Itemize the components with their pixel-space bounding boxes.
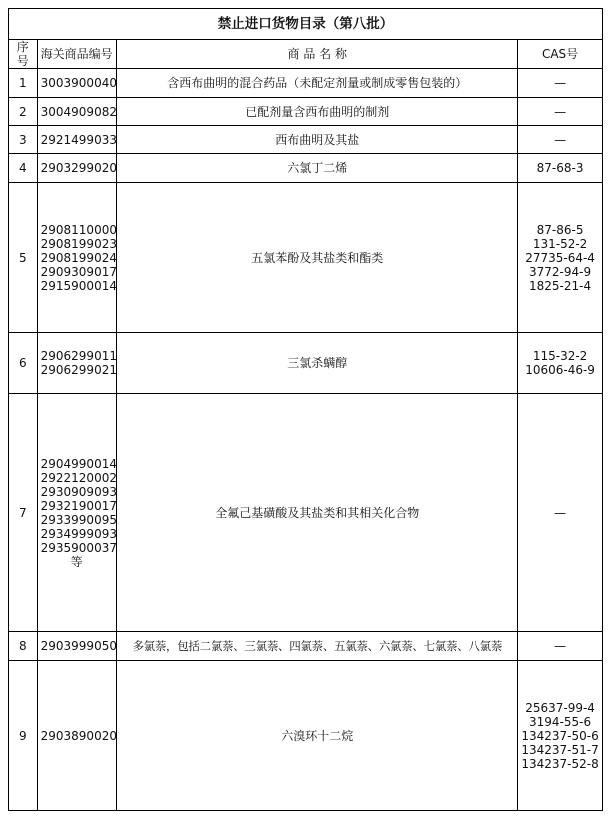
product-name: 六溴环十二烷 <box>117 661 518 811</box>
table-title: 禁止进口货物目录（第八批） <box>9 9 603 40</box>
cas-number: 115-32-2 <box>532 349 588 363</box>
table-row <box>9 154 603 183</box>
customs-code-cell <box>37 661 117 811</box>
cas-number: 131-52-2 <box>532 236 588 251</box>
product-name: 三氯杀螨醇 <box>117 333 518 394</box>
row-index: 8 <box>9 632 38 661</box>
cas-number: 3772-94-9 <box>529 264 592 279</box>
customs-code-suffix: 等 <box>70 554 83 569</box>
customs-code: 2933990095 <box>40 512 117 527</box>
cas-number: — <box>554 639 567 653</box>
header-index: 序号 <box>9 40 38 69</box>
table-row <box>9 632 603 661</box>
cas-number-cell <box>518 632 603 661</box>
row-index: 1 <box>9 69 38 98</box>
product-name: 五氯苯酚及其盐类和酯类 <box>117 183 518 333</box>
product-name: 六氯丁二烯 <box>117 154 518 183</box>
row-index: 5 <box>9 183 38 333</box>
customs-code: 2930909093 <box>40 484 117 499</box>
customs-code: 2903890020 <box>40 728 117 743</box>
customs-code: 3004909082 <box>40 104 117 119</box>
table-row <box>9 69 603 98</box>
customs-code: 2906299011 <box>40 349 117 363</box>
customs-code: 2921499033 <box>40 132 117 147</box>
customs-code: 2922120002 <box>40 470 117 485</box>
customs-code-cell <box>37 632 117 661</box>
customs-code: 2906299021 <box>40 363 117 377</box>
customs-code: 2934999093 <box>40 526 117 541</box>
cas-number: — <box>554 76 567 90</box>
cas-number: — <box>554 505 567 520</box>
customs-code: 2903999050 <box>40 639 117 653</box>
cas-number: 10606-46-9 <box>525 363 595 377</box>
customs-code: 2903299020 <box>40 161 117 175</box>
product-name: 已配剂量含西布曲明的制剂 <box>117 98 518 126</box>
row-index: 4 <box>9 154 38 183</box>
cas-number: 134237-50-6 <box>521 728 599 743</box>
customs-code: 2909309017 <box>40 264 117 279</box>
cas-number-cell <box>518 661 603 811</box>
cas-number-cell <box>518 183 603 333</box>
cas-number-cell <box>518 69 603 98</box>
table-row <box>9 661 603 811</box>
header-customs-code: 海关商品编号 <box>37 40 117 69</box>
prohibited-import-goods-table <box>8 8 603 811</box>
cas-number: 134237-52-8 <box>521 756 599 771</box>
customs-code: 2904990014 <box>40 456 117 471</box>
customs-code: 3003900040 <box>40 76 117 90</box>
customs-code: 2935900037 <box>40 540 117 555</box>
row-index: 3 <box>9 126 38 154</box>
customs-code-cell <box>37 394 117 632</box>
cas-number-cell <box>518 98 603 126</box>
cas-number: 27735-64-4 <box>525 250 595 265</box>
product-name: 多氯萘，包括二氯萘、三氯萘、四氯萘、五氯萘、六氯萘、七氯萘、八氯萘 <box>117 632 518 661</box>
customs-code: 2908110000 <box>40 222 117 237</box>
customs-code-cell <box>37 154 117 183</box>
row-index: 7 <box>9 394 38 632</box>
cas-number-cell <box>518 126 603 154</box>
customs-code-cell <box>37 333 117 394</box>
customs-code-cell <box>37 183 117 333</box>
table-row <box>9 394 603 632</box>
product-name: 含西布曲明的混合药品（未配定剂量或制成零售包装的） <box>117 69 518 98</box>
cas-number: 87-68-3 <box>536 161 584 175</box>
table-row <box>9 333 603 394</box>
cas-number-cell <box>518 333 603 394</box>
table-row <box>9 183 603 333</box>
customs-code: 2908199024 <box>40 250 117 265</box>
cas-number: 25637-99-4 <box>525 700 595 715</box>
header-cas-number: CAS号 <box>518 40 603 69</box>
cas-number: 134237-51-7 <box>521 742 599 757</box>
customs-code-cell <box>37 126 117 154</box>
product-name: 全氟己基磺酸及其盐类和其相关化合物 <box>117 394 518 632</box>
header-product-name: 商 品 名 称 <box>117 40 518 69</box>
product-name: 西布曲明及其盐 <box>117 126 518 154</box>
table-row <box>9 98 603 126</box>
customs-code-cell <box>37 98 117 126</box>
row-index: 9 <box>9 661 38 811</box>
row-index: 6 <box>9 333 38 394</box>
cas-number-cell <box>518 394 603 632</box>
cas-number: 3194-55-6 <box>529 714 592 729</box>
customs-code-cell <box>37 69 117 98</box>
cas-number: — <box>554 104 567 119</box>
cas-number: 1825-21-4 <box>529 278 592 293</box>
table-body <box>9 69 603 811</box>
customs-code: 2908199023 <box>40 236 117 251</box>
table-row <box>9 126 603 154</box>
cas-number: — <box>554 132 567 147</box>
customs-code: 2932190017 <box>40 498 117 513</box>
cas-number: 87-86-5 <box>536 222 584 237</box>
cas-number-cell <box>518 154 603 183</box>
customs-code: 2915900014 <box>40 278 117 293</box>
row-index: 2 <box>9 98 38 126</box>
